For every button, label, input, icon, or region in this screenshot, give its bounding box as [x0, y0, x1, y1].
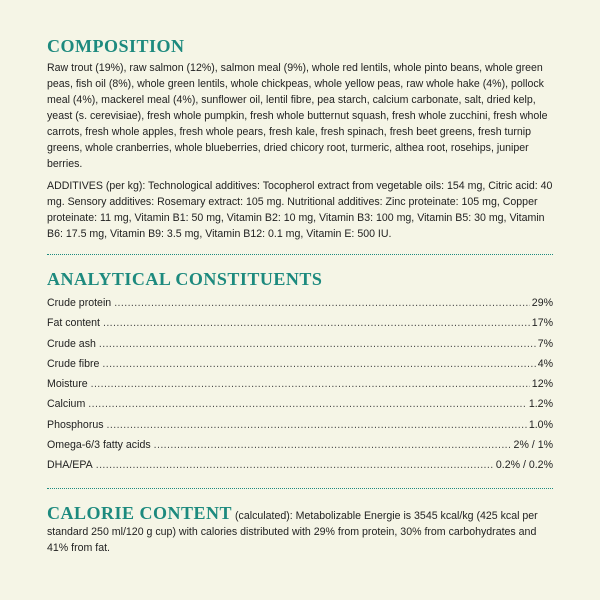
section-divider — [47, 488, 553, 489]
section-divider — [47, 254, 553, 255]
dot-leader — [114, 293, 530, 313]
constituent-label: Crude protein — [47, 297, 112, 309]
dot-leader — [88, 394, 527, 414]
calorie-heading: CALORIE CONTENT — [47, 502, 233, 523]
dot-leader — [91, 374, 530, 394]
constituent-row — [47, 394, 553, 414]
constituent-label: Crude ash — [47, 337, 96, 350]
constituent-label: Omega-6/3 fatty acids — [47, 439, 151, 452]
calorie-content-section — [47, 503, 553, 556]
additives-text: ADDITIVES (per kg): Technological additives: Tocopherol extract from vegetable oils: 154 mg, Citric acid: 40 mg. Sensory additives: Rosemary extract: 105 mg. Nutritional additives: Zinc proteinate: 105 mg, Copper proteinate: 11 mg, Vitamin B1: 50 mg, Vitamin B2: 10 mg, Vitamin B3: 100 mg, Vitamin B5: 30 mg, Vitamin B6: 17.5 mg, Vitamin B9: 3.5 mg, Vitamin B12: 0.1 mg, Vitamin E: 500 IU. — [47, 180, 553, 240]
constituent-label: Fat content — [47, 317, 100, 330]
constituent-row — [47, 354, 553, 374]
constituent-value: 17% — [531, 317, 553, 330]
composition-section — [47, 36, 553, 242]
constituent-value: 12% — [531, 378, 553, 391]
ingredients-text: Raw trout (19%), raw salmon (12%), salmon meal (9%), whole red lentils, whole pinto beans, whole green peas, fish oil (8%), whole green lentils, whole chickpeas, whole yellow peas, raw whole hake (4%), pollock meal (4%), mackerel meal (4%), sunflower oil, lentil fibre, pea starch, calcium carbonate, salt, dried kelp, yeast (s. cerevisiae), fresh whole pumpkin, fresh whole butternut squash, fresh whole zucchini, fresh whole carrots, fresh whole apples, fresh whole pears, fresh kale, fresh spinach, fresh beet greens, fresh turnip greens, whole cranberries, whole blueberries, dried chicory root, turmeric, althea root, rosehips, juniper berries. — [47, 62, 548, 170]
constituent-row — [47, 455, 553, 475]
dot-leader — [107, 415, 527, 435]
constituent-value: 4% — [537, 357, 553, 370]
constituent-label: Phosphorus — [47, 418, 104, 431]
constituent-value: 7% — [537, 337, 553, 350]
constituent-row — [47, 415, 553, 435]
constituents-list — [47, 293, 553, 476]
constituent-value: 2% / 1% — [513, 439, 553, 452]
analytical-constituents-section — [47, 269, 553, 476]
constituent-row — [47, 435, 553, 455]
dot-leader — [96, 455, 494, 475]
dot-leader — [154, 435, 512, 455]
dot-leader — [102, 354, 535, 374]
constituent-value: 1.0% — [528, 418, 553, 431]
analytical-heading: ANALYTICAL CONSTITUENTS — [47, 269, 323, 289]
calorie-paragraph — [47, 503, 553, 556]
dot-leader — [99, 334, 536, 354]
calorie-text: (calculated): Metabolizable Energie is 3545 kcal/kg (425 kcal per standard 250 ml/120 g cup) with calories distributed with 29% from protein, 30% from carbohydrates and 41% from fat. — [47, 509, 538, 554]
constituent-label: Crude fibre — [47, 357, 100, 370]
constituent-value: 29% — [531, 297, 553, 309]
constituent-label: Calcium — [47, 398, 86, 411]
dot-leader — [103, 313, 530, 333]
constituent-label: DHA/EPA — [47, 459, 93, 472]
constituent-row — [47, 374, 553, 394]
constituent-row — [47, 293, 553, 313]
constituent-label: Moisture — [47, 378, 88, 391]
constituent-value: 0.2% / 0.2% — [495, 459, 553, 472]
constituent-value: 1.2% — [528, 398, 553, 411]
constituent-row — [47, 313, 553, 333]
constituent-row — [47, 334, 553, 354]
composition-heading: COMPOSITION — [47, 36, 185, 56]
